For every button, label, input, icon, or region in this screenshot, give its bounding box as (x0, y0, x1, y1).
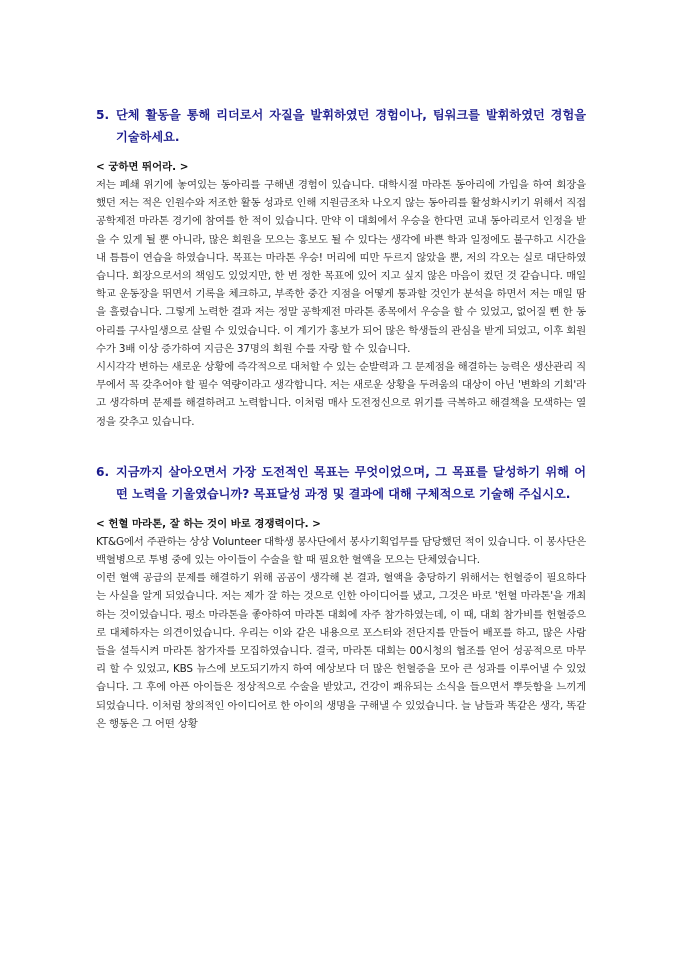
answer-paragraph: KT&G에서 주관하는 상상 Volunteer 대학생 봉사단에서 봉사기획업무를 담당했던 적이 있습니다. 이 봉사단은 백혈병으로 투병 중에 있는 아이들이 수술을 할 때 필요한 혈액을 모으는 단체였습니다. (96, 535, 586, 567)
document-page (96, 104, 586, 733)
question-heading (96, 104, 586, 148)
question-number: 6. (96, 464, 110, 479)
question-number: 5. (96, 108, 110, 122)
question-text: 단체 활동을 통해 리더로서 자질을 발휘하였던 경험이나, 팀워크를 발휘하였던 경험을 기술하세요. (116, 108, 586, 144)
section-6 (96, 461, 586, 733)
answer-paragraph: 시시각각 변하는 새로운 상황에 즉각적으로 대처할 수 있는 순발력과 그 문제점을 해결하는 능력은 생산관리 직무에서 꼭 갖추어야 할 필수 역량이라고 생각합니다. 저는 새로운 상황을 두려움의 대상이 아닌 '변화의 기회'라고 생각하며 문제를 해결하려고 노력합니다. 이처럼 매사 도전정신으로 위기를 극복하고 해결책을 모색하는 열정을 갖추고 있습니다. (96, 361, 586, 428)
answer-subtitle: < 궁하면 뛰어라. > (96, 161, 189, 173)
answer-paragraph: 저는 폐쇄 위기에 놓여있는 동아리를 구해낸 경험이 있습니다. 대학시절 마라톤 동아리에 가입을 하여 회장을 했던 저는 적은 인원수와 저조한 활동 성과로 인해 지원금조차 나오지 않는 동아리를 활성화시키기 위해서 직접 공학제전 마라톤 경기에 참여를 한 적이 있습니다. 만약 이 대회에서 우승을 한다면 교내 동아리로서 인정을 받을 수 있게 될 뿐 아니라, 많은 회원을 모으는 홍보도 될 수 있다는 생각에 바쁜 학과 일정에도 불구하고 시간을 내 틈틈이 연습을 하였습니다. 목표는 마라톤 우승! 머리에 띠만 두르지 않았을 뿐, 저의 각오는 실로 대단하였습니다. 회장으로서의 책임도 있었지만, 한 번 정한 목표에 있어 지고 싶지 않은 마음이 컸던 것 같습니다. 매일 학교 운동장을 뛰면서 기록을 체크하고, 부족한 중간 지점을 어떻게 통과할 것인가 분석을 하면서 저는 매일 땀을 흘렸습니다. 그렇게 노력한 결과 저는 정말 공학제전 마라톤 종목에서 우승을 할 수 있었고, 없어질 뻔 한 동아리를 구사일생으로 살릴 수 있었습니다. 이 계기가 홍보가 되어 많은 학생들의 관심을 받게 되었고, 이후 회원 수가 3배 이상 증가하여 지금은 37명의 회원 수를 자랑 할 수 있습니다. (96, 179, 586, 355)
question-heading (96, 461, 586, 505)
answer-subtitle: < 헌혈 마라톤, 잘 하는 것이 바로 경쟁력이다. > (96, 517, 321, 530)
question-text: 지금까지 살아오면서 가장 도전적인 목표는 무엇이었으며, 그 목표를 달성하기 위해 어떤 노력을 기울였습니까? 목표달성 과정 및 결과에 대해 구체적으로 기술해 주십시오. (116, 464, 586, 501)
section-5 (96, 104, 586, 431)
answer-paragraph: 이런 혈액 공급의 문제를 해결하기 위해 곰곰이 생각해 본 결과, 혈액을 충당하기 위해서는 헌혈증이 필요하다는 사실을 알게 되었습니다. 저는 제가 잘 하는 것으로 인한 아이디어를 냈고, 그것은 바로 '헌혈 마라톤'을 개최하는 것이었습니다. 평소 마라톤을 좋아하여 마라톤 대회에 자주 참가하였는데, 이 때, 대회 참가비를 헌혈증으로 대체하자는 의견이었습니다. 우리는 이와 같은 내용으로 포스터와 전단지를 만들어 배포를 하고, 많은 사람들을 설득시켜 마라톤 참가자를 모집하였습니다. 결국, 마라톤 대회는 00시청의 협조를 얻어 성공적으로 마무리 할 수 있었고, KBS 뉴스에 보도되기까지 하여 예상보다 더 많은 헌혈증을 모아 큰 성과를 이루어낼 수 있었습니다. 그 후에 아픈 아이들은 정상적으로 수술을 받았고, 건강이 쾌유되는 소식을 들으면서 뿌듯함을 느끼게 되었습니다. 이처럼 창의적인 아이디어로 한 아이의 생명을 구해낼 수 있었습니다. 늘 남들과 똑같은 생각, 똑같은 행동은 그 어떤 상황 (96, 572, 586, 730)
